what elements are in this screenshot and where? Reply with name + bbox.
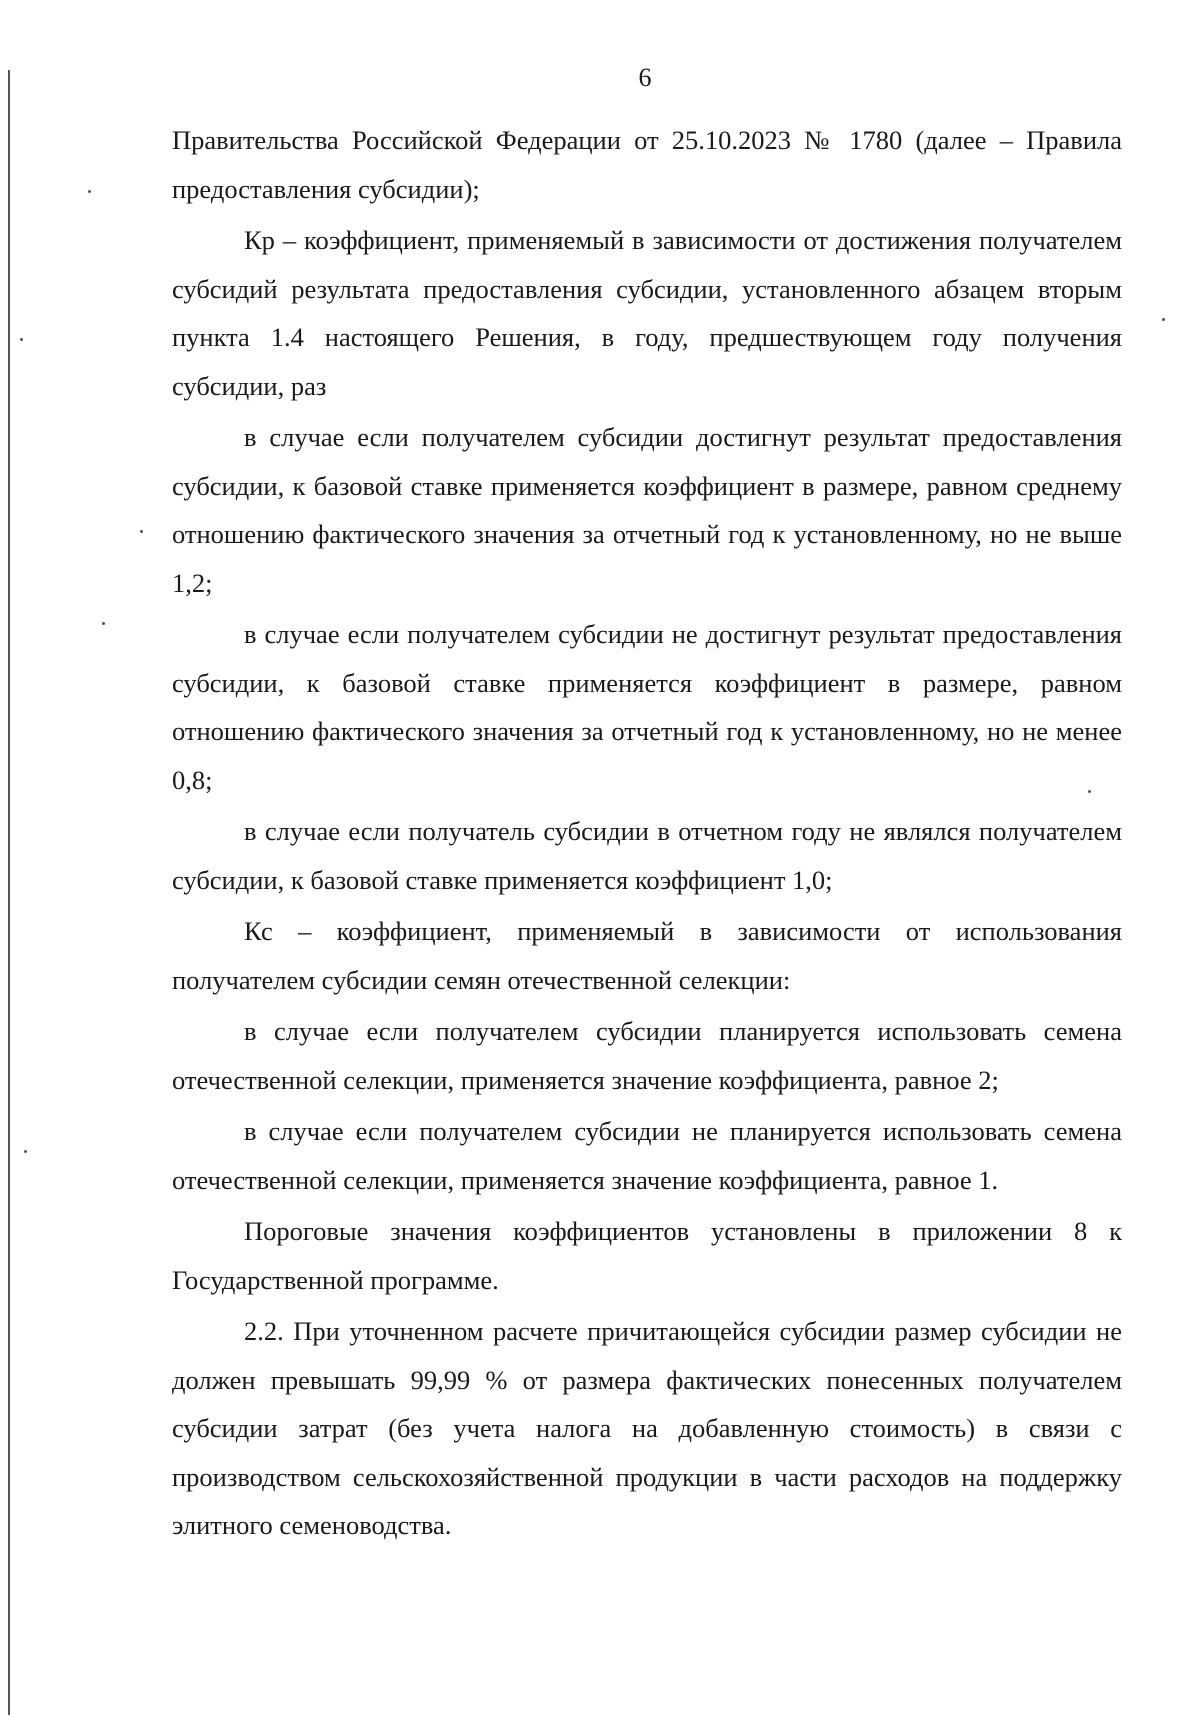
scan-speck [20, 338, 23, 341]
paragraph-continuation: Правительства Российской Федерации от 25.10.2023 № 1780 (далее – Правила предоставления субсидии); [172, 125, 1122, 204]
paragraph-section-2-2: 2.2. При уточненном расчете причитающейся субсидии размер субсидии не должен превышать 99,99 % от размера фактических понесенных получателем субсидии затрат (без учета налога на добавленную стоимость) в связи с производством сельскохозяйственной продукции в части расходов на поддержку элитного семеноводства. [172, 1316, 1122, 1540]
paragraph-kr-not-achieved: в случае если получателем субсидии не достигнут результат предоставления субсидии, к базовой ставке применяется коэффициент в размере, равном отношению фактического значения за отчетный год к установленному, но не менее 0,8; [172, 619, 1122, 795]
scan-speck [24, 1150, 27, 1153]
paragraph-kr-definition: Кр – коэффициент, применяемый в зависимости от достижения получателем субсидий результата предоставления субсидии, установленного абзацем вторым пункта 1.4 настоящего Решения, в году, предшествующем году получения субсидии, раз [172, 225, 1122, 401]
paragraph-kr-not-recipient: в случае если получатель субсидии в отчетном году не являлся получателем субсидии, к базовой ставке применяется коэффициент 1,0; [172, 816, 1122, 895]
scan-speck [102, 622, 105, 625]
paragraph-threshold-values: Пороговые значения коэффициентов установлены в приложении 8 к Государственной программе. [172, 1216, 1122, 1295]
scan-speck [1162, 318, 1165, 321]
scan-speck [88, 190, 91, 193]
page-number: 6 [638, 63, 652, 92]
document-body [172, 116, 1122, 1550]
scan-edge [8, 70, 10, 1715]
paragraph-kc-not-domestic: в случае если получателем субсидии не планируется использовать семена отечественной селекции, применяется значение коэффициента, равное 1. [172, 1116, 1122, 1195]
paragraph-kc-definition: Кс – коэффициент, применяемый в зависимости от использования получателем субсидии семян отечественной селекции: [172, 916, 1122, 995]
scan-speck [140, 530, 143, 533]
paragraph-kc-domestic: в случае если получателем субсидии планируется использовать семена отечественной селекции, применяется значение коэффициента, равное 2; [172, 1016, 1122, 1095]
scan-speck [1088, 790, 1091, 793]
paragraph-kr-achieved: в случае если получателем субсидии достигнут результат предоставления субсидии, к базовой ставке применяется коэффициент в размере, равном среднему отношению фактического значения за отчетный год к установленному, но не выше 1,2; [172, 422, 1122, 598]
